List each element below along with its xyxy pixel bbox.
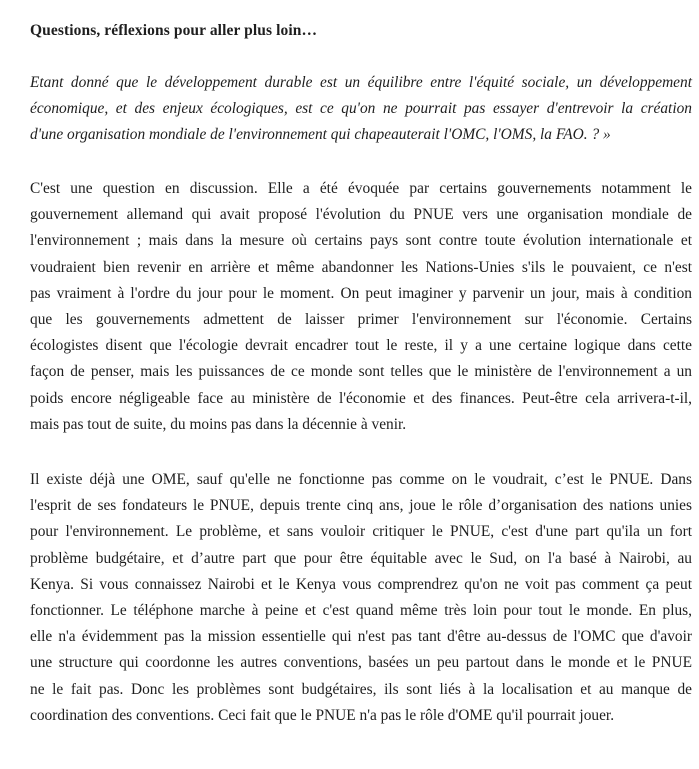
paragraph-line: écologistes disent que l'écologie devrait encadrer tout le reste, il y a une certaine logique dans cette	[30, 337, 692, 355]
paragraph-line: elle n'a évidemment pas la mission essentielle qui n'est pas tant d'être au-dessus de l'OMC que d'avoir	[30, 628, 692, 646]
paragraph-line: poids encore négligeable face au ministère de l'économie et des finances. Peut-être cela arrivera-t-il,	[30, 389, 692, 407]
question-line: Etant donné que le développement durable est un équilibre entre l'équité sociale, un développement	[30, 74, 692, 91]
paragraph-line: Kenya. Si vous connaissez Nairobi et le Kenya vous comprendrez qu'on ne voit pas comment ça peut	[30, 575, 692, 593]
paragraph-line: ne le fait pas. Donc les problèmes sont budgétaires, ils sont liés à la localisation et au manque de	[30, 680, 692, 698]
paragraph-line: problème budgétaire, et d’autre part que pour être équitable avec le Sud, on l'a basé à Nairobi, au	[30, 549, 692, 567]
paragraph-line: Il existe déjà une OME, sauf qu'elle ne fonctionne pas comme on le voudrait, c’est le PNUE. Dans	[30, 471, 692, 488]
paragraph-line: une structure qui coordonne les autres conventions, basées un peu partout dans le monde et le PNUE	[30, 654, 692, 672]
question-line: économique, et des enjeux écologiques, est ce qu'on ne pourrait pas essayer d'entrevoir la création	[30, 100, 692, 118]
paragraph-line: fonctionner. Le téléphone marche à peine et c'est quand même très loin pour tout le monde. En plus,	[30, 602, 692, 620]
answer-paragraph-1	[30, 176, 692, 438]
answer-paragraph-2	[30, 467, 692, 729]
paragraph-line: l'esprit de ses fondateurs le PNUE, depuis trente cinq ans, joue le rôle d’organisation des nations unies	[30, 497, 692, 515]
paragraph-line: gouvernement allemand qui avait proposé l'évolution du PNUE vers une organisation mondiale de	[30, 206, 692, 224]
paragraph-line: pour l'environnement. Le problème, et sans vouloir critiquer le PNUE, c'est d'une part qu'ila un fort	[30, 523, 692, 541]
paragraph-line: voudraient bien revenir en arrière et même abandonner les Nations-Unies s'ils le pouvaient, ce n'est	[30, 258, 692, 276]
paragraph-line: C'est une question en discussion. Elle a été évoquée par certains gouvernements notamment le	[30, 180, 692, 197]
section-heading: Questions, réflexions pour aller plus loin…	[30, 22, 318, 39]
question-paragraph	[30, 70, 692, 149]
paragraph-line: que les gouvernements admettent de laisser primer l'environnement sur l'économie. Certains	[30, 311, 692, 329]
paragraph-line: coordination des conventions. Ceci fait que le PNUE n'a pas le rôle d'OME qu'il pourrait jouer.	[30, 706, 615, 724]
paragraph-line: pas vraiment à l'ordre du jour pour le moment. On peut imaginer y parvenir un jour, mais à condition	[30, 284, 692, 302]
question-line: d'une organisation mondiale de l'environnement qui chapeauterait l'OMC, l'OMS, la FAO. ? »	[30, 126, 611, 144]
paragraph-line: mais pas tout de suite, du moins pas dans la décennie à venir.	[30, 415, 407, 433]
paragraph-line: l'environnement ; mais dans la mesure où certains pays sont contre toute évolution internationale et	[30, 232, 692, 250]
paragraph-line: façon de penser, mais les puissances de ce monde sont telles que le ministère de l'environnement a un	[30, 363, 692, 381]
